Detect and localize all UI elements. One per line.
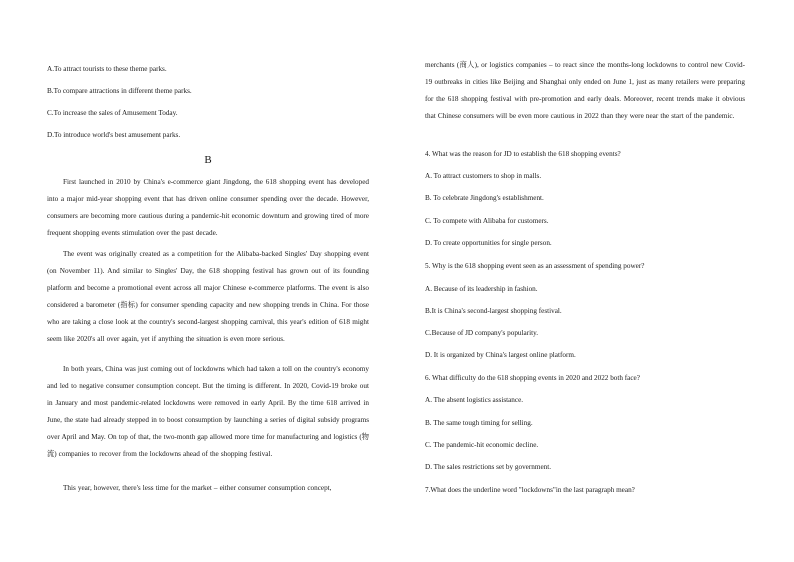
passage-paragraph-2: The event was originally created as a competition for the Alibaba-backed Singles' Day shopping event (on November 11). And similar to Singles' Day, the 618 shopping festival has grown out of its founding platform and become a promotional event across all major Chinese e-commerce platforms. The event is also considered a barometer (指标) for consumer spending capacity and new shopping trends in China. For those who are taking a close look at the country's second-largest shopping carnival, this year's edition of 618 might seem like 2020's all over again, yet if anything the situation is even more serious.	[47, 250, 369, 343]
passage-paragraph-4-continued: merchants (商人), or logistics companies – to react since the months-long lockdowns to control new Covid-19 outbreaks in cities like Beijing and Shanghai only ended on June 1, just as many retailers were preparing for the 618 shopping festival with pre-promotion and early deals. Moreover, recent trends make it obvious that Chinese consumers will be even more cautious in 2022 than they were near the start of the pandemic.	[425, 61, 745, 120]
question-4-prompt: 4. What was the reason for JD to establish the 618 shopping events?	[425, 150, 621, 158]
section-a-option-a: A.To attract tourists to these theme parks.	[47, 65, 167, 73]
question-5-option-c: C.Because of JD company's popularity.	[425, 329, 539, 337]
question-5-option-b: B.It is China's second-largest shopping festival.	[425, 307, 562, 315]
question-5-prompt: 5. Why is the 618 shopping event seen as an assessment of spending power?	[425, 262, 645, 270]
section-a-option-d: D.To introduce world's best amusement parks.	[47, 131, 181, 139]
question-6-option-a: A. The absent logistics assistance.	[425, 396, 524, 404]
passage-paragraph-1: First launched in 2010 by China's e-commerce giant Jingdong, the 618 shopping event has developed into a major mid-year shopping event that has driven online consumer spending over the decade. However, consumers are becoming more cautious during a pandemic-hit economic downturn and growing tired of more frequent shopping events stimulation over the past decade.	[47, 178, 369, 237]
section-a-option-c: C.To increase the sales of Amusement Today.	[47, 109, 178, 117]
question-4-option-b: B. To celebrate Jingdong's establishment.	[425, 194, 544, 202]
question-5-option-d: D. It is organized by China's largest online platform.	[425, 351, 576, 359]
question-7-prompt: 7.What does the underline word "lockdowns"in the last paragraph mean?	[425, 486, 635, 494]
question-4-option-c: C. To compete with Alibaba for customers.	[425, 217, 549, 225]
passage-paragraph-3: In both years, China was just coming out of lockdowns which had taken a toll on the country's economy and led to negative consumer consumption concept. But the timing is different. In 2020, Covid-19 broke out in January and most pandemic-related lockdowns were removed in early April. By the time 618 arrived in June, the state had already stepped in to boost consumption by launching a series of digital subsidy programs over April and May. On top of that, the two-month gap allowed more time for manufacturing and logistics (物流) companies to recover from the lockdowns ahead of the shopping festival.	[47, 365, 369, 458]
section-b-heading: B	[204, 154, 212, 166]
question-4-option-a: A. To attract customers to shop in malls.	[425, 172, 542, 180]
question-6-prompt: 6. What difficulty do the 618 shopping events in 2020 and 2022 both face?	[425, 374, 640, 382]
question-4-option-d: D. To create opportunities for single person.	[425, 239, 552, 247]
question-5-option-a: A. Because of its leadership in fashion.	[425, 285, 538, 293]
passage-paragraph-4: This year, however, there's less time for the market – either consumer consumption concept,	[63, 484, 332, 492]
question-6-option-b: B. The same tough timing for selling.	[425, 419, 533, 427]
question-6-option-d: D. The sales restrictions set by government.	[425, 463, 552, 471]
section-a-option-b: B.To compare attractions in different theme parks.	[47, 87, 192, 95]
question-6-option-c: C. The pandemic-hit economic decline.	[425, 441, 539, 449]
